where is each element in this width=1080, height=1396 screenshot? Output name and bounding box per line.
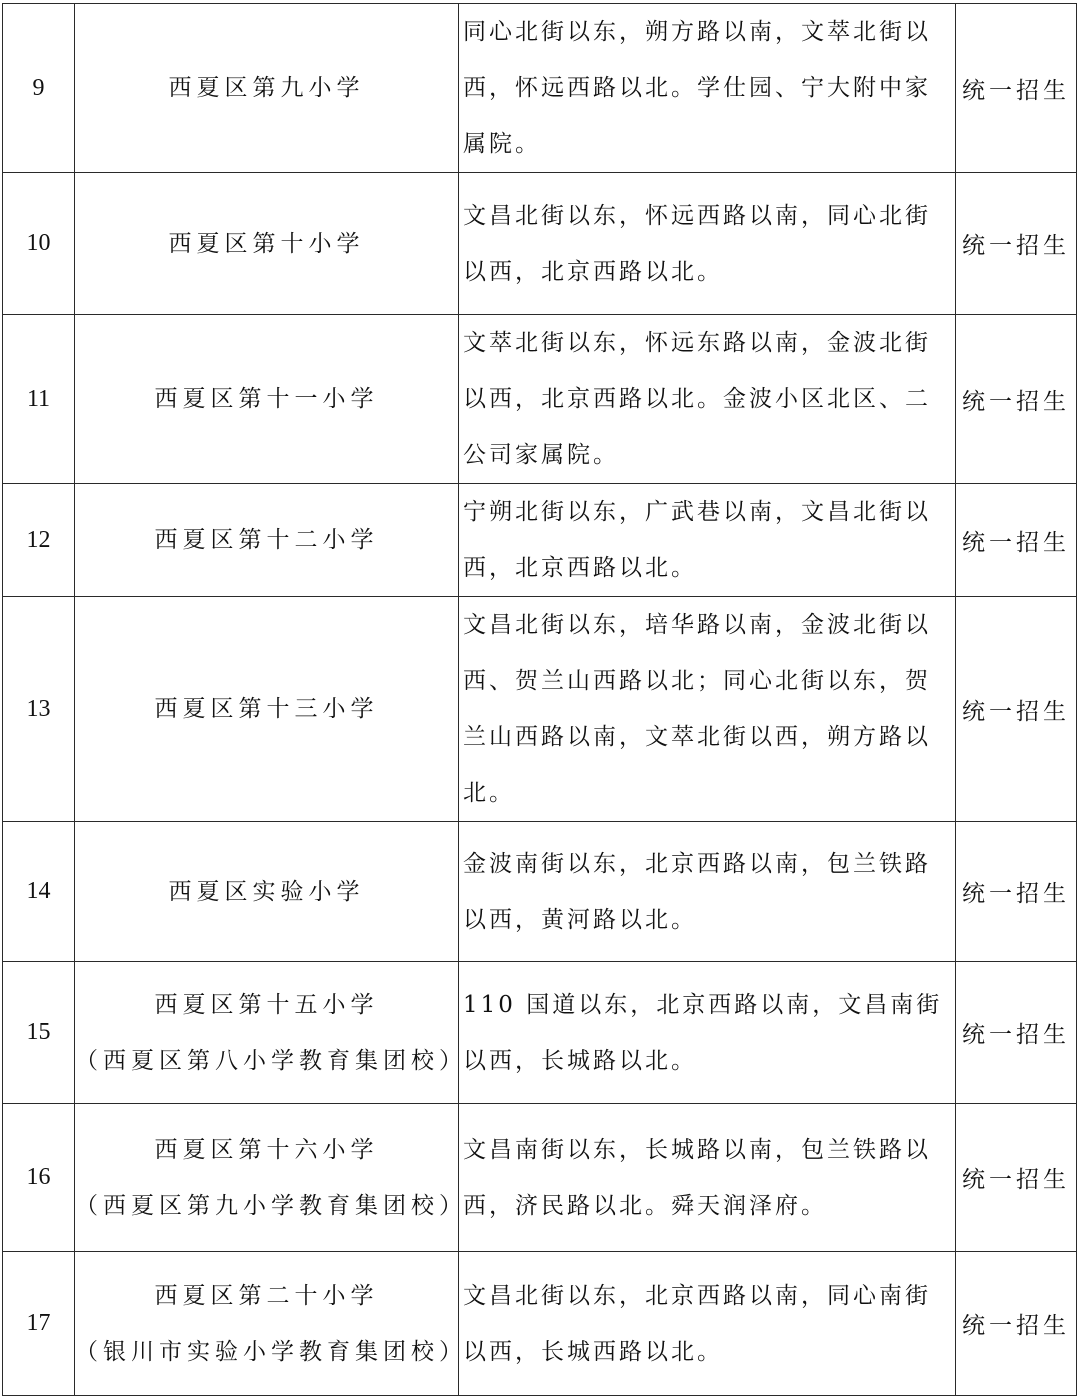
table-row	[3, 822, 1077, 962]
school-name-cell	[75, 1104, 467, 1252]
school-group-name: （西夏区第八小学教育集团校）	[75, 1047, 467, 1074]
enrollment-mode: 统一招生	[956, 173, 1077, 315]
school-name-cell	[75, 315, 459, 484]
row-number: 11	[3, 315, 75, 484]
enrollment-area: 金波南街以东，北京西路以南，包兰铁路以西，黄河路以北。	[459, 822, 956, 962]
enrollment-mode: 统一招生	[956, 1252, 1077, 1396]
row-number: 15	[3, 962, 75, 1104]
table-row	[3, 4, 1077, 173]
enrollment-area: 文萃北街以东，怀远东路以南，金波北街以西，北京西路以北。金波小区北区、二公司家属院。	[459, 315, 956, 484]
enrollment-mode: 统一招生	[956, 315, 1077, 484]
school-name: 西夏区实验小学	[168, 878, 365, 905]
table-row	[3, 1252, 1077, 1396]
enrollment-area: 文昌北街以东，培华路以南，金波北街以西、贺兰山西路以北；同心北街以东，贺兰山西路以南，文萃北街以西，朔方路以北。	[459, 597, 956, 822]
enrollment-area: 文昌南街以东，长城路以南，包兰铁路以西，济民路以北。舜天润泽府。	[459, 1104, 956, 1252]
table-row	[3, 484, 1077, 597]
enrollment-area: 文昌北街以东，怀远西路以南，同心北街以西，北京西路以北。	[459, 173, 956, 315]
school-name-cell	[75, 822, 459, 962]
table-row	[3, 315, 1077, 484]
row-number: 9	[3, 4, 75, 173]
school-group-name: （西夏区第九小学教育集团校）	[75, 1192, 467, 1219]
enrollment-area: 110 国道以东，北京西路以南，文昌南街以西，长城路以北。	[459, 962, 956, 1104]
enrollment-mode: 统一招生	[956, 4, 1077, 173]
enrollment-area: 宁朔北街以东，广武巷以南，文昌北街以西，北京西路以北。	[459, 484, 956, 597]
table-body	[3, 4, 1077, 1396]
school-name: 西夏区第二十小学	[154, 1282, 379, 1309]
table-row	[3, 1104, 1077, 1252]
enrollment-mode: 统一招生	[956, 962, 1077, 1104]
enrollment-area: 文昌北街以东，北京西路以南，同心南街以西，长城西路以北。	[459, 1252, 956, 1396]
school-name: 西夏区第十小学	[168, 230, 365, 257]
school-name-cell	[75, 962, 467, 1104]
row-number: 14	[3, 822, 75, 962]
row-number: 17	[3, 1252, 75, 1396]
row-number: 10	[3, 173, 75, 315]
table-row	[3, 962, 1077, 1104]
enrollment-mode: 统一招生	[956, 1104, 1077, 1252]
school-name-cell	[75, 1252, 467, 1396]
school-zone-table	[2, 3, 1077, 1396]
enrollment-area: 同心北街以东，朔方路以南，文萃北街以西，怀远西路以北。学仕园、宁大附中家属院。	[459, 4, 956, 173]
school-name-cell	[75, 4, 459, 173]
school-name: 西夏区第十二小学	[154, 527, 379, 553]
enrollment-mode: 统一招生	[956, 822, 1077, 962]
school-name: 西夏区第十六小学	[154, 1136, 379, 1163]
row-number: 13	[3, 597, 75, 822]
enrollment-mode: 统一招生	[956, 597, 1077, 822]
school-name-cell	[75, 173, 459, 315]
enrollment-mode: 统一招生	[956, 484, 1077, 597]
school-name: 西夏区第九小学	[168, 75, 365, 101]
school-name: 西夏区第十三小学	[154, 696, 379, 722]
table-row	[3, 173, 1077, 315]
school-name: 西夏区第十五小学	[154, 991, 379, 1018]
school-name: 西夏区第十一小学	[154, 386, 379, 412]
school-name-cell	[75, 597, 459, 822]
row-number: 12	[3, 484, 75, 597]
row-number: 16	[3, 1104, 75, 1252]
table-row	[3, 597, 1077, 822]
school-name-cell	[75, 484, 459, 597]
school-group-name: （银川市实验小学教育集团校）	[75, 1338, 467, 1365]
